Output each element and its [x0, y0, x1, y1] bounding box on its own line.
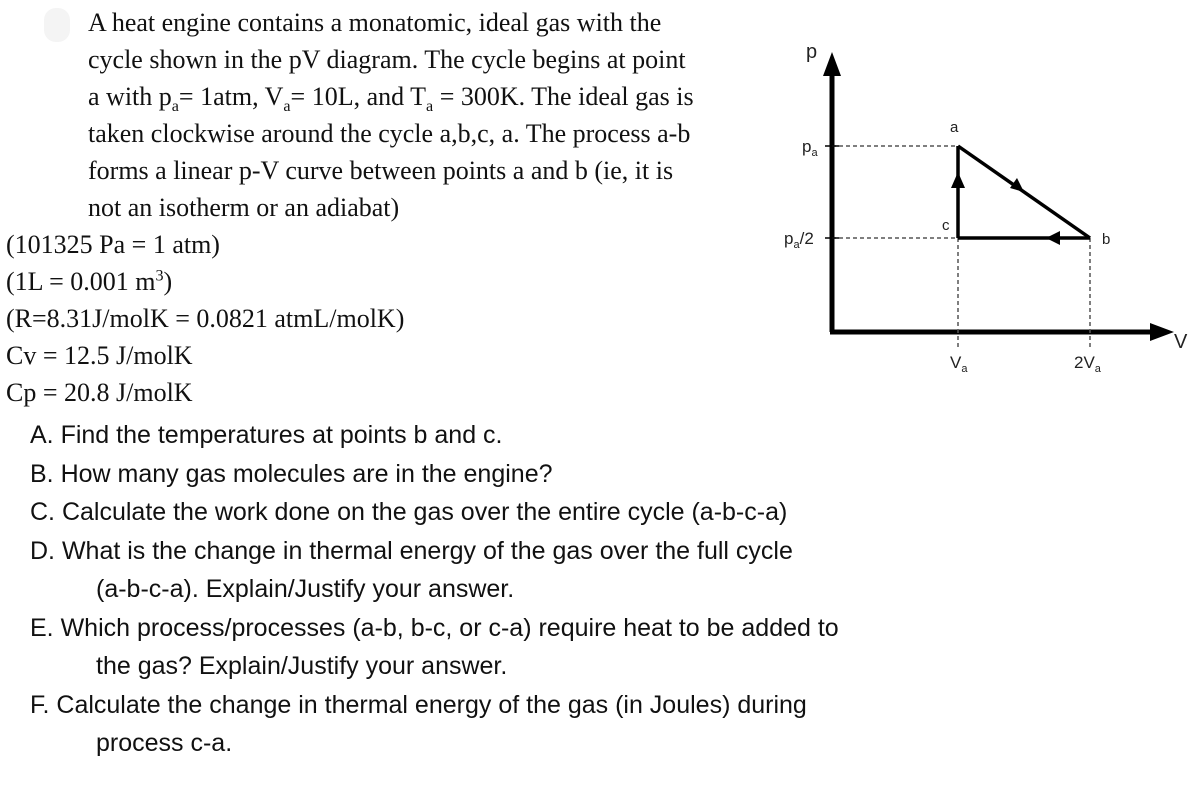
question-b: B. How many gas molecules are in the engine? [30, 459, 553, 488]
subscript-a: a [171, 98, 179, 116]
arrow-b-c [1046, 231, 1060, 245]
tick-label-va [950, 353, 968, 375]
tick-label-2va-sub: a [1094, 363, 1101, 375]
question-a: A. Find the temperatures at points b and c. [30, 421, 503, 449]
constant-liter-part: ) [163, 267, 173, 296]
constants-list [6, 226, 404, 411]
constant-liter-part: (1L = 0.001 m [6, 267, 156, 296]
constant-atm: (101325 Pa = 1 atm) [6, 230, 220, 259]
tick-label-pa2-tail: /2 [799, 229, 814, 248]
question-c: C. Calculate the work done on the gas over the entire cycle (a-b-c-a) [30, 498, 788, 526]
tick-label-va-sub: a [961, 363, 968, 375]
scroll-marker [44, 8, 70, 42]
question-f-continued: process c-a. [96, 729, 233, 757]
tick-label-pa [802, 137, 818, 159]
tick-label-pa2-sub: a [793, 239, 800, 251]
intro-line-5: forms a linear p-V curve between points a and b (ie, it is [88, 156, 674, 185]
v-axis-arrow [1150, 323, 1174, 341]
question-d: D. What is the change in thermal energy of the gas over the full cycle [30, 536, 793, 565]
tick-label-2va-main: 2V [1074, 353, 1095, 372]
tick-label-pa-sub: a [811, 147, 818, 159]
intro-line-1: A heat engine contains a monatomic, ideal gas with the [88, 8, 662, 37]
constant-liter [6, 263, 404, 300]
questions-list [30, 416, 1030, 763]
point-label-b: b [1102, 231, 1111, 248]
arrow-c-a [951, 172, 965, 188]
point-label-c: c [942, 217, 950, 234]
axis-label-p: p [806, 41, 818, 63]
intro-line-6: not an isotherm or an adiabat) [88, 193, 400, 222]
intro-line-3 [88, 78, 768, 115]
tick-label-va-main: V [950, 353, 962, 372]
intro-line-3-part: a with p [88, 82, 172, 111]
constant-cp: Cp = 20.8 J/molK [6, 378, 193, 407]
constant-r: (R=8.31J/molK = 0.0821 atmL/molK) [6, 304, 405, 333]
question-f: F. Calculate the change in thermal energy of the gas (in Joules) during [30, 690, 807, 719]
question-e-continued: the gas? Explain/Justify your answer. [96, 652, 508, 680]
intro-line-4: taken clockwise around the cycle a,b,c, a. The process a-b [88, 119, 691, 148]
tick-label-2va [1074, 353, 1102, 375]
question-e: E. Which process/processes (a-b, b-c, or c-a) require heat to be added to [30, 613, 839, 642]
point-label-a: a [950, 119, 959, 136]
subscript-a: a [426, 98, 434, 116]
intro-line-3-part: = 10L, and T [290, 82, 427, 111]
tick-label-pa2-main: p [784, 229, 794, 248]
intro-line-3-part: = 300K. The ideal gas is [433, 82, 694, 111]
p-axis-arrow [823, 52, 841, 76]
superscript-3: 3 [155, 267, 164, 285]
intro-line-3-part: = 1atm, V [178, 82, 284, 111]
subscript-a: a [283, 98, 291, 116]
question-d-continued: (a-b-c-a). Explain/Justify your answer. [96, 575, 515, 603]
constant-cv: Cv = 12.5 J/molK [6, 341, 193, 370]
pv-diagram [780, 30, 1190, 390]
intro-line-2: cycle shown in the pV diagram. The cycle begins at point [88, 45, 686, 74]
tick-label-pa2 [784, 229, 814, 251]
tick-label-pa-main: p [802, 137, 812, 156]
problem-intro [88, 4, 768, 226]
axis-label-v: V [1174, 331, 1188, 353]
